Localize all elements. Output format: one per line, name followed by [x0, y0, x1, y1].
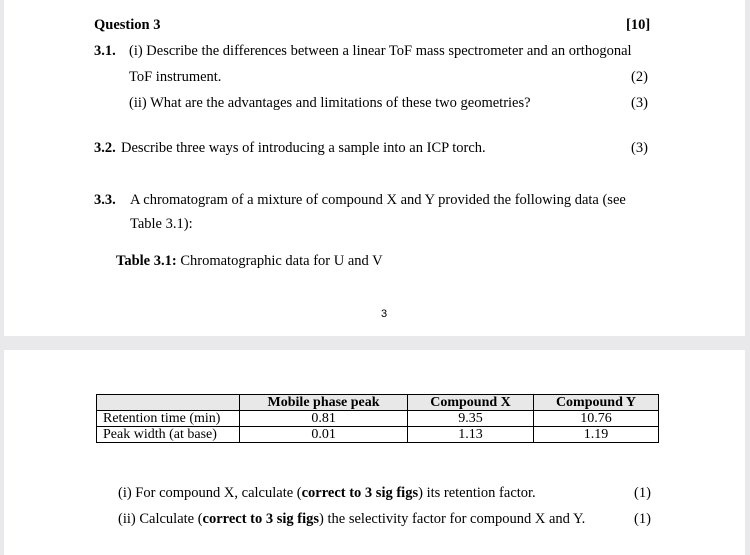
q32-marks: (3): [631, 140, 648, 156]
table-header-row: [97, 395, 659, 411]
q32-number: 3.2.: [94, 140, 116, 156]
cell-width-x: 1.13: [408, 427, 534, 443]
table-caption-text: Chromatographic data for U and V: [180, 253, 383, 269]
page-1: [4, 0, 745, 336]
q31-part-i-line2: ToF instrument.: [129, 69, 222, 85]
table-header-compound-y: Compound Y: [533, 395, 658, 411]
q32-text: Describe three ways of introducing a sample into an ICP torch.: [121, 140, 486, 156]
q31-part-ii: (ii) What are the advantages and limitations of these two geometries?: [129, 95, 531, 111]
cell-width-y: 1.19: [533, 427, 658, 443]
table-caption-label: Table 3.1:: [116, 253, 177, 269]
q31-number: 3.1.: [94, 43, 116, 59]
table-header-mobile-phase: Mobile phase peak: [240, 395, 408, 411]
q33-line1: A chromatogram of a mixture of compound X and Y provided the following data (see: [130, 192, 626, 208]
cell-retention-y: 10.76: [533, 411, 658, 427]
question-total-marks: [10]: [626, 17, 651, 33]
q33-sub-ii-marks: (1): [634, 511, 651, 527]
chromatography-data-table: [96, 394, 659, 443]
q33-sub-i: (i) For compound X, calculate (correct to 3 sig figs) its retention factor.: [118, 485, 536, 501]
table-row: [97, 411, 659, 427]
table-row: [97, 427, 659, 443]
table-header-empty: [97, 395, 240, 411]
q33-number: 3.3.: [94, 192, 116, 208]
question-title: Question 3: [94, 17, 161, 33]
page-2: [4, 350, 745, 555]
row-label-peak-width: Peak width (at base): [97, 427, 240, 443]
row-label-retention-time: Retention time (min): [97, 411, 240, 427]
q31-part-i-line1: (i) Describe the differences between a linear ToF mass spectrometer and an orthogonal: [129, 43, 632, 59]
q33-line2: Table 3.1):: [130, 216, 193, 232]
q33-sub-i-marks: (1): [634, 485, 651, 501]
cell-retention-x: 9.35: [408, 411, 534, 427]
table-caption: [116, 253, 383, 270]
cell-width-mobile: 0.01: [240, 427, 408, 443]
table-header-compound-x: Compound X: [408, 395, 534, 411]
q33-sub-ii: (ii) Calculate (correct to 3 sig figs) the selectivity factor for compound X and Y.: [118, 511, 586, 527]
q31-part-ii-marks: (3): [631, 95, 648, 111]
q31-part-i-marks: (2): [631, 69, 648, 85]
cell-retention-mobile: 0.81: [240, 411, 408, 427]
page-number: 3: [381, 308, 388, 320]
